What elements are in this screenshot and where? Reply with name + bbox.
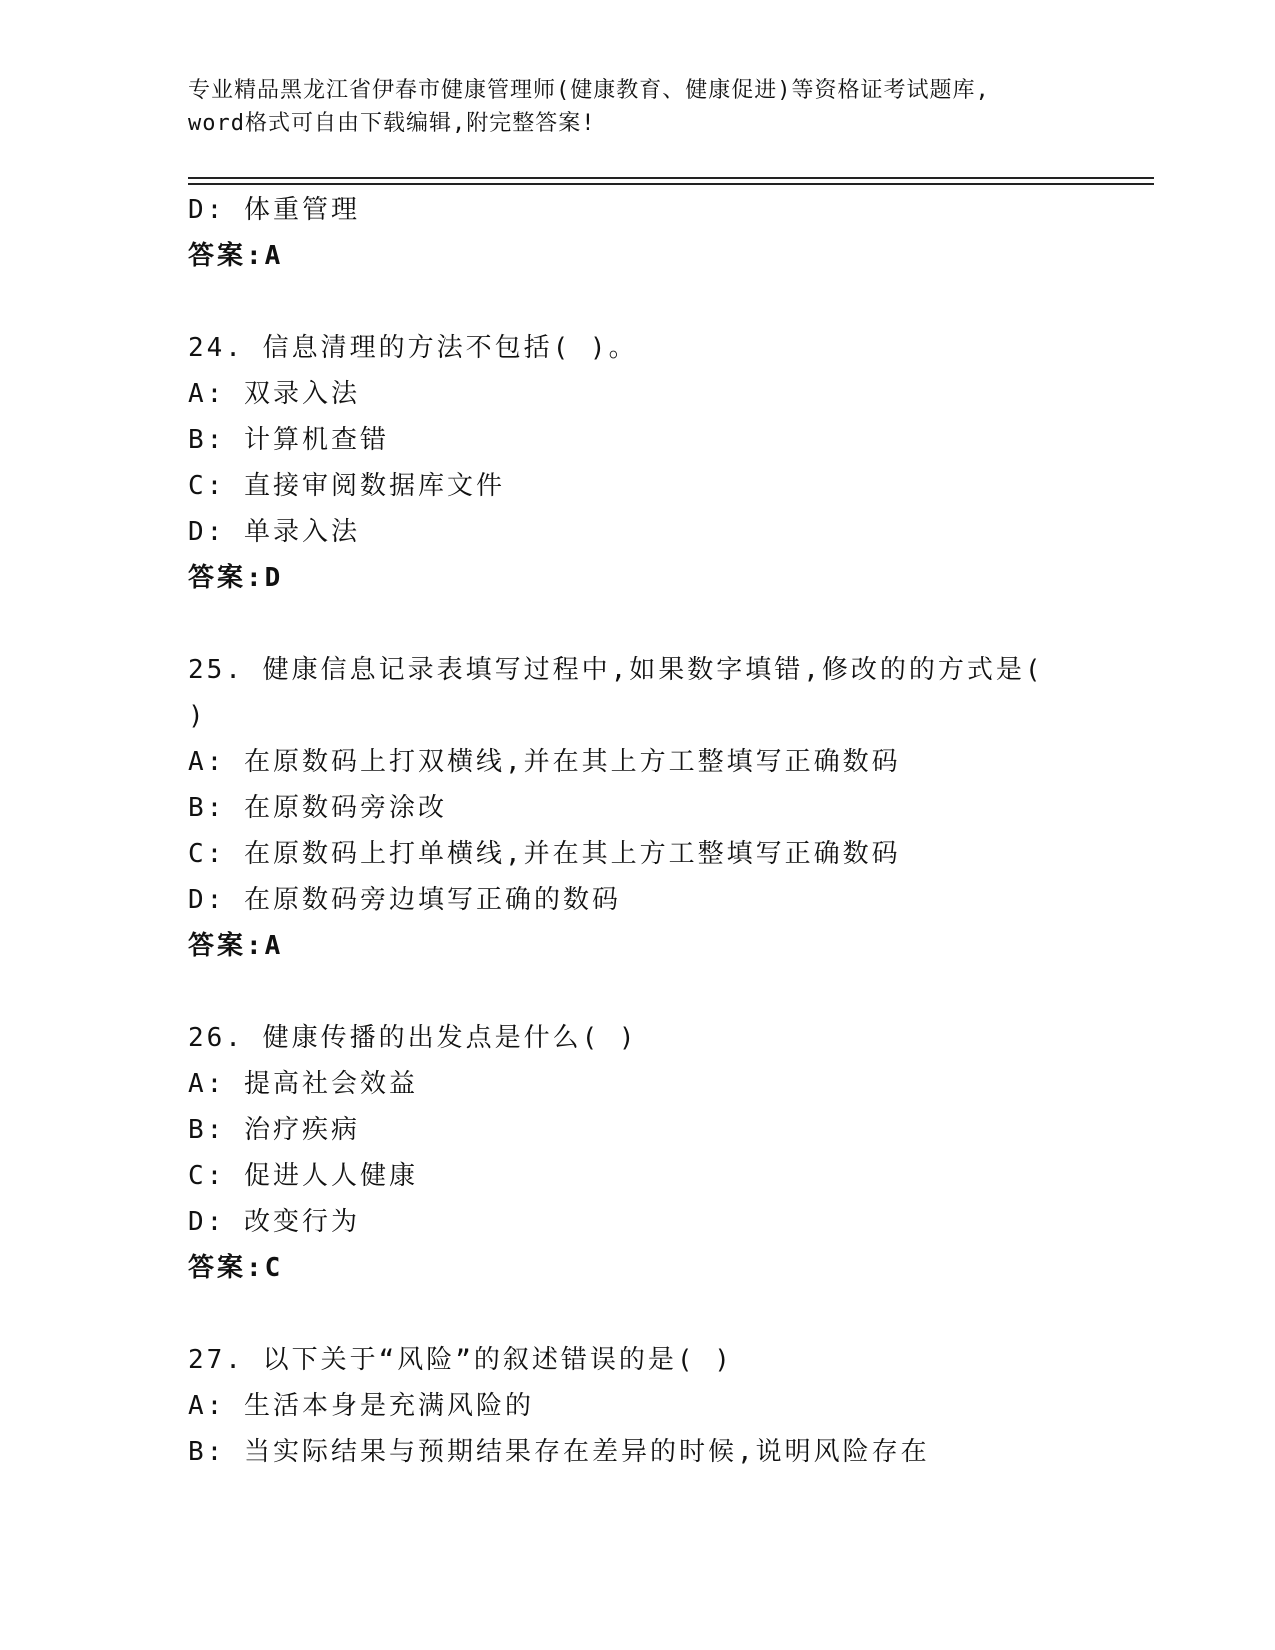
option-b: B: 治疗疾病 — [188, 1115, 360, 1145]
option-c: C: 促进人人健康 — [188, 1161, 418, 1191]
question-list — [188, 187, 1148, 1475]
option-a: A: 提高社会效益 — [188, 1069, 418, 1099]
question-stem: 27. 以下关于“风险”的叙述错误的是( ) — [188, 1345, 733, 1375]
question-stem: 26. 健康传播的出发点是什么( ) — [188, 1023, 638, 1053]
spacer — [188, 969, 1148, 1015]
question-block-24 — [188, 325, 1148, 601]
question-block-25 — [188, 647, 1148, 969]
question-stem: 24. 信息清理的方法不包括( )。 — [188, 333, 638, 363]
option-a: A: 生活本身是充满风险的 — [188, 1391, 534, 1421]
header-line-2: word格式可自由下载编辑,附完整答案! — [188, 111, 596, 136]
question-stem-continued: ) — [188, 701, 207, 731]
option-d: D: 在原数码旁边填写正确的数码 — [188, 885, 621, 915]
option-d: D: 单录入法 — [188, 517, 360, 547]
spacer — [188, 1291, 1148, 1337]
document-header — [188, 74, 1088, 140]
question-block-23-tail — [188, 187, 1148, 279]
option-a: A: 在原数码上打双横线,并在其上方工整填写正确数码 — [188, 747, 901, 777]
option-d: D: 改变行为 — [188, 1207, 360, 1237]
answer-line: 答案:A — [188, 931, 284, 961]
spacer — [188, 601, 1148, 647]
answer-line: 答案:C — [188, 1253, 284, 1283]
option-c: C: 直接审阅数据库文件 — [188, 471, 505, 501]
header-divider-top — [188, 177, 1154, 179]
answer-line: 答案:D — [188, 563, 284, 593]
question-stem: 25. 健康信息记录表填写过程中,如果数字填错,修改的的方式是( — [188, 655, 1044, 685]
option-a: A: 双录入法 — [188, 379, 360, 409]
question-block-27 — [188, 1337, 1148, 1475]
option-c: C: 在原数码上打单横线,并在其上方工整填写正确数码 — [188, 839, 901, 869]
answer-line: 答案:A — [188, 241, 284, 271]
header-divider-bottom — [188, 183, 1154, 185]
spacer — [188, 279, 1148, 325]
option-b: B: 当实际结果与预期结果存在差异的时候,说明风险存在 — [188, 1437, 930, 1467]
option-b: B: 在原数码旁涂改 — [188, 793, 447, 823]
question-block-26 — [188, 1015, 1148, 1291]
header-line-1: 专业精品黑龙江省伊春市健康管理师(健康教育、健康促进)等资格证考试题库, — [188, 78, 990, 103]
option-b: B: 计算机查错 — [188, 425, 389, 455]
option-d: D: 体重管理 — [188, 195, 360, 225]
